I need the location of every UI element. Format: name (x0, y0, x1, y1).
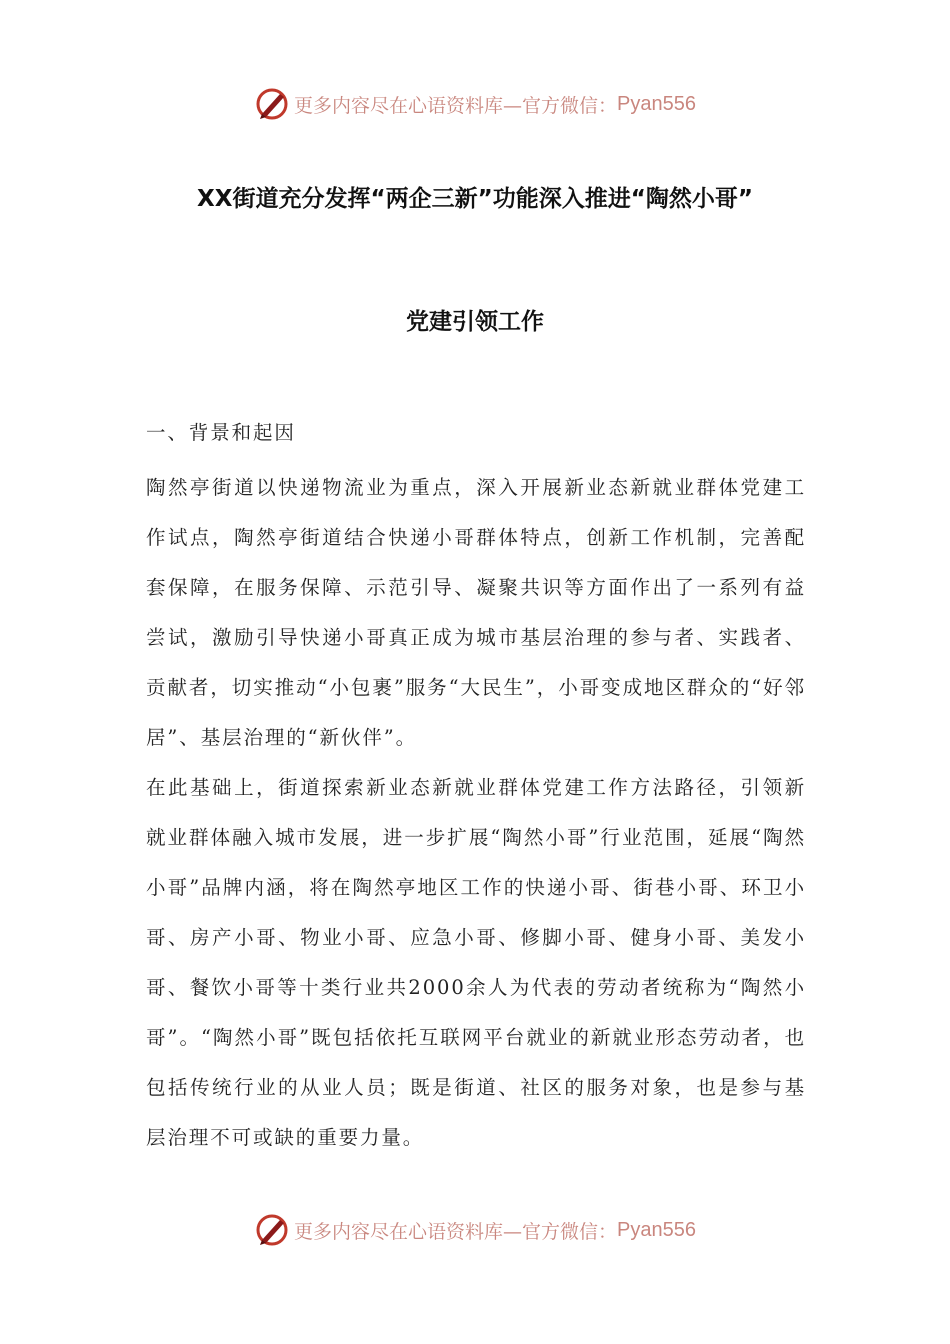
watermark-text: 更多内容尽在心语资料库—官方微信： (294, 94, 618, 117)
document-title-line-2: 党建引领工作 (406, 309, 544, 335)
pen-circle-logo-icon (254, 86, 290, 122)
section-heading: 一、背景和起因 (146, 421, 296, 444)
watermark-handle: Pyan556 (617, 1218, 696, 1241)
header-watermark (0, 84, 950, 124)
pen-circle-logo-icon (254, 1212, 290, 1248)
document-body (146, 418, 806, 1163)
footer-watermark (0, 1210, 950, 1250)
body-paragraph: 在此基础上，街道探索新业态新就业群体党建工作方法路径，引领新就业群体融入城市发展，进一步扩展“陶然小哥”行业范围，延展“陶然小哥”品牌内涵，将在陶然亭地区工作的快递小哥、街巷小哥、环卫小哥、房产小哥、物业小哥、应急小哥、修脚小哥、健身小哥、美发小哥、餐饮小哥等十类行业共2000余人为代表的劳动者统称为“陶然小哥”。“陶然小哥”既包括依托互联网平台就业的新就业形态劳动者，也包括传统行业的从业人员；既是街道、社区的服务对象，也是参与基层治理不可或缺的重要力量。 (146, 776, 806, 1149)
body-paragraph: 陶然亭街道以快递物流业为重点，深入开展新业态新就业群体党建工作试点，陶然亭街道结合快递小哥群体特点，创新工作机制，完善配套保障，在服务保障、示范引导、凝聚共识等方面作出了一系列有益尝试，激励引导快递小哥真正成为城市基层治理的参与者、实践者、贡献者，切实推动“小包裹”服务“大民生”，小哥变成地区群众的“好邻居”、基层治理的“新伙伴”。 (146, 476, 806, 749)
watermark-text: 更多内容尽在心语资料库—官方微信： (294, 1220, 618, 1243)
watermark-handle: Pyan556 (617, 92, 696, 115)
document-title-line-1: XX街道充分发挥“两企三新”功能深入推进“陶然小哥” (197, 186, 753, 212)
